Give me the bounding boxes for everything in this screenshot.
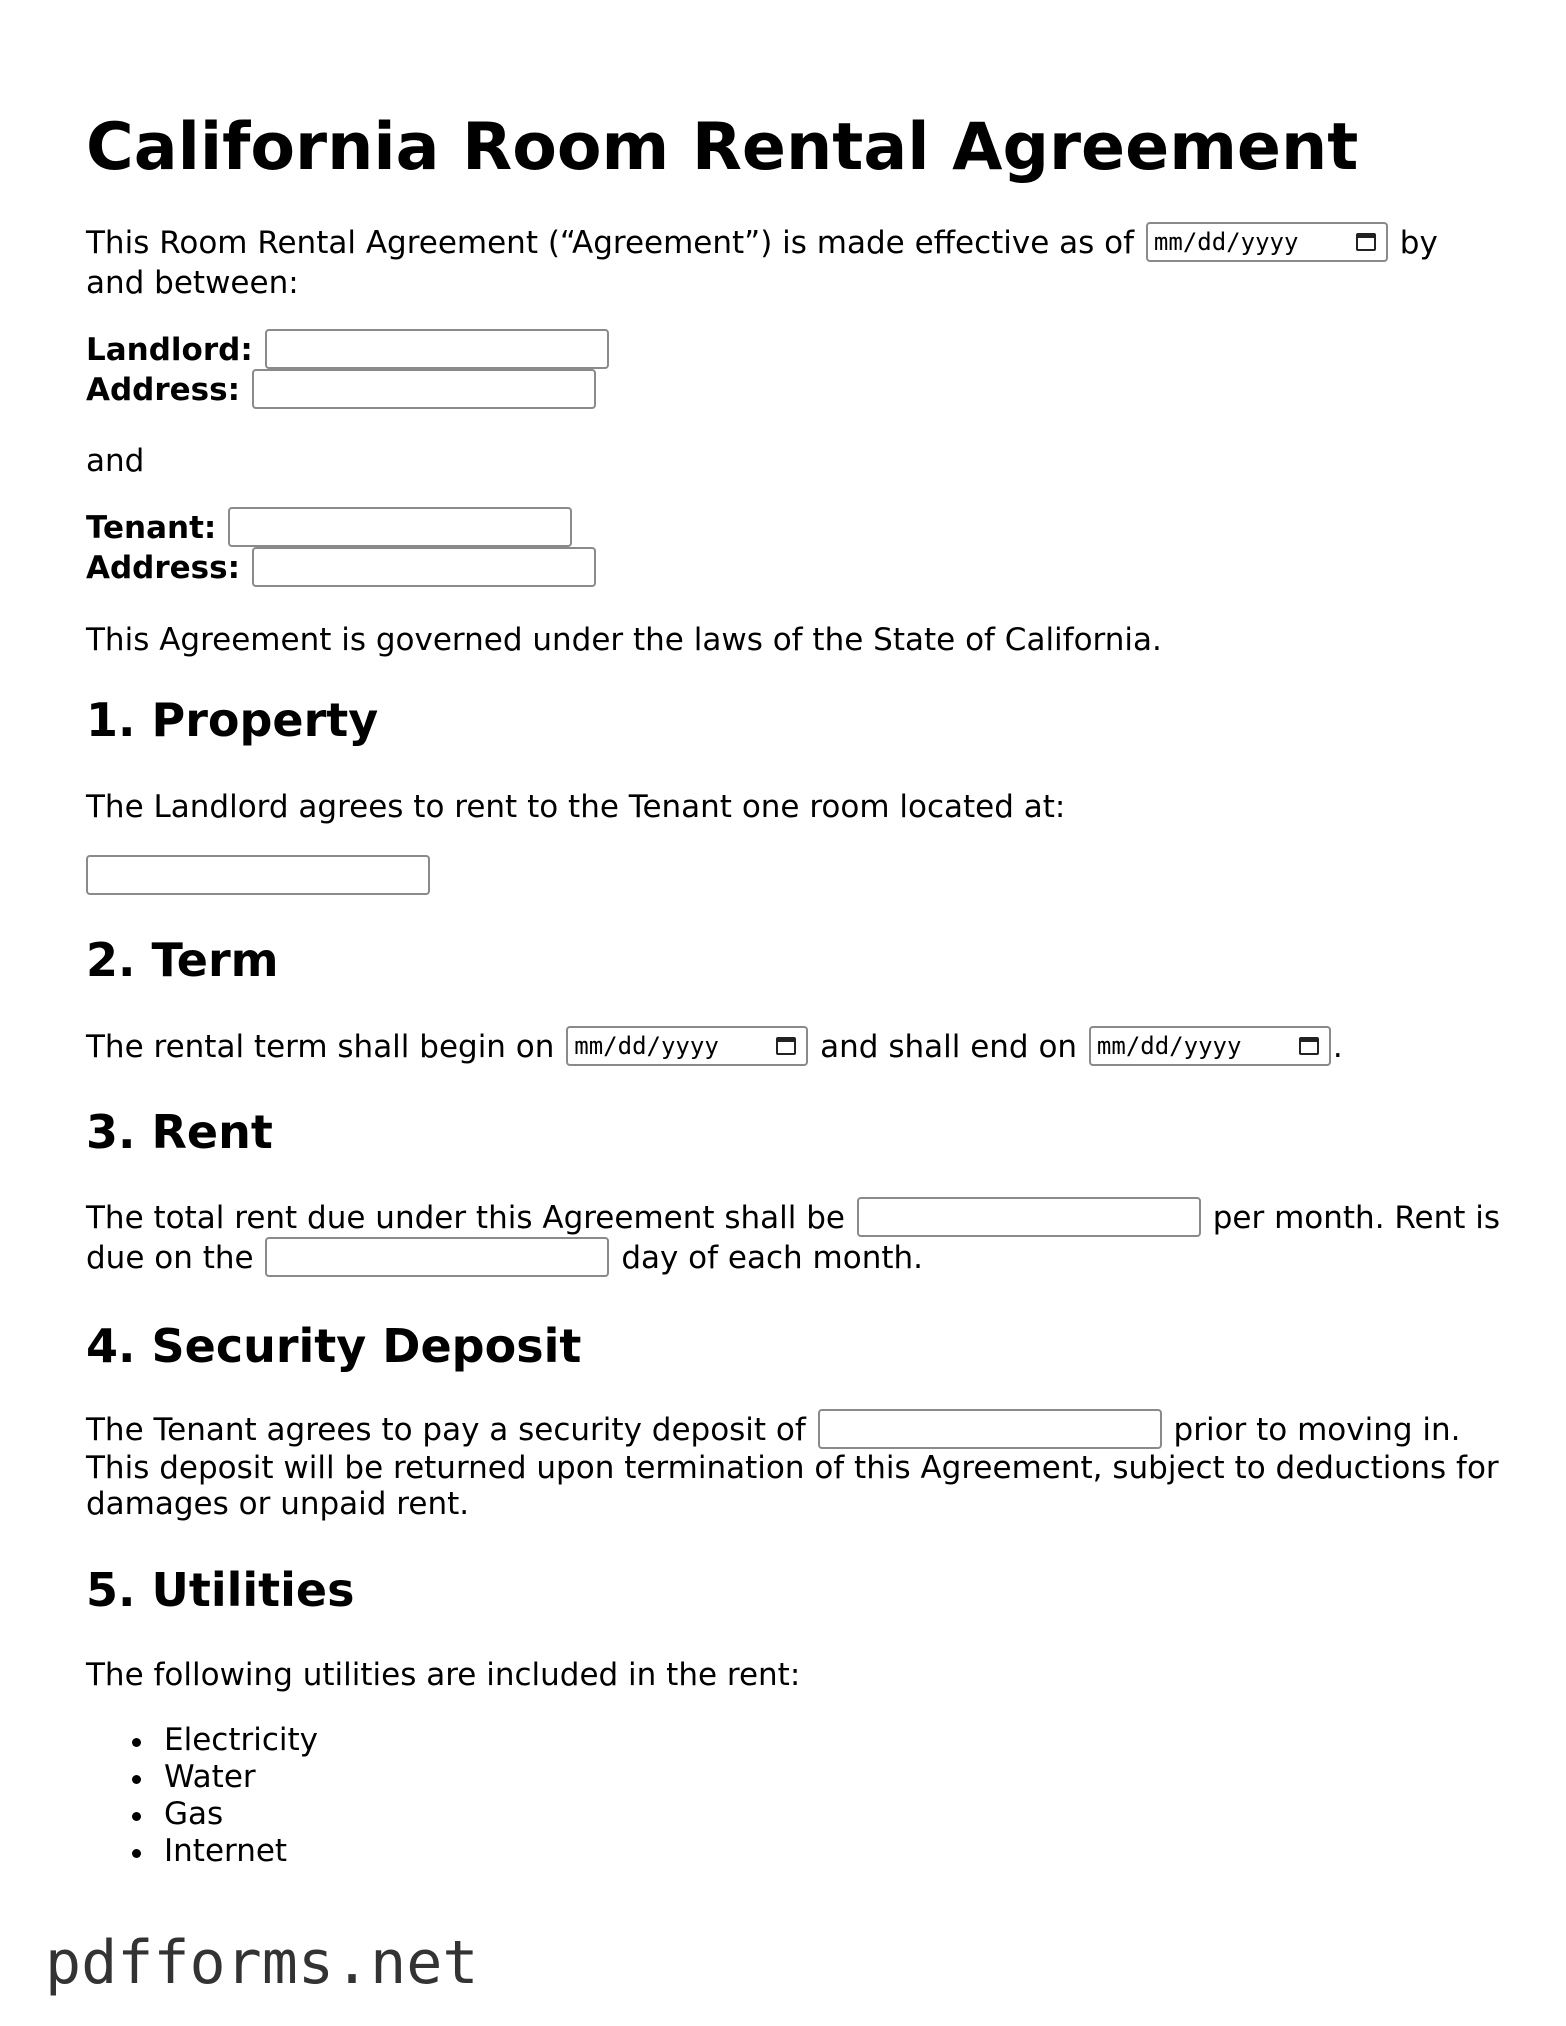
intro-text: This Room Rental Agreement (“Agreement”) is made effective as of	[86, 225, 1135, 261]
calendar-icon[interactable]	[1356, 233, 1376, 251]
section-utilities-heading: 5. Utilities	[86, 1563, 355, 1617]
property-location-input[interactable]	[86, 855, 430, 895]
and-text: and	[86, 443, 145, 479]
deposit-paragraph: The Tenant agrees to pay a security deposit of prior to moving in. This deposit will be returned upon termination of this Agreement, subject to deductions for damages or unpaid rent.	[86, 1410, 1496, 1522]
section-rent-heading: 3. Rent	[86, 1105, 273, 1159]
term-end-date-input[interactable]: mm/dd/yyyy	[1089, 1026, 1331, 1066]
landlord-name-input[interactable]	[265, 329, 609, 369]
watermark-logo: pdfforms.net	[45, 1928, 479, 1998]
rent-paragraph: The total rent due under this Agreement shall be per month. Rent is due on the day of each month.	[86, 1198, 1496, 1278]
effective-date-input[interactable]: mm/dd/yyyy	[1146, 222, 1388, 262]
page-title: California Room Rental Agreement	[86, 110, 1359, 185]
property-location-row	[86, 856, 1496, 896]
utilities-list	[86, 1722, 318, 1870]
list-item: Water	[86, 1759, 318, 1796]
section-term-heading: 2. Term	[86, 933, 279, 987]
rent-due-day-input[interactable]	[265, 1237, 609, 1277]
tenant-label: Tenant:	[86, 510, 217, 546]
rent-amount-input[interactable]	[857, 1197, 1201, 1237]
intro-paragraph: This Room Rental Agreement (“Agreement”) is made effective as of mm/dd/yyyy by and between:	[86, 223, 1496, 303]
landlord-address-label: Address:	[86, 372, 240, 408]
tenant-address-label: Address:	[86, 550, 240, 586]
term-paragraph: The rental term shall begin on mm/dd/yyyy and shall end on mm/dd/yyyy .	[86, 1027, 1496, 1067]
calendar-icon[interactable]	[776, 1037, 796, 1055]
utilities-text: The following utilities are included in the rent:	[86, 1657, 801, 1693]
section-deposit-heading: 4. Security Deposit	[86, 1319, 582, 1373]
tenant-address-input[interactable]	[252, 547, 596, 587]
property-text: The Landlord agrees to rent to the Tenant one room located at:	[86, 789, 1066, 825]
landlord-label: Landlord:	[86, 332, 253, 368]
calendar-icon[interactable]	[1299, 1037, 1319, 1055]
list-item: Electricity	[86, 1722, 318, 1759]
term-start-date-input[interactable]: mm/dd/yyyy	[566, 1026, 808, 1066]
deposit-amount-input[interactable]	[818, 1409, 1162, 1449]
tenant-name-input[interactable]	[228, 507, 572, 547]
landlord-block	[86, 330, 1496, 410]
landlord-address-input[interactable]	[252, 369, 596, 409]
governing-law-text: This Agreement is governed under the laws of the State of California.	[86, 622, 1162, 658]
list-item: Gas	[86, 1796, 318, 1833]
list-item: Internet	[86, 1833, 318, 1870]
section-property-heading: 1. Property	[86, 693, 379, 747]
tenant-block	[86, 508, 1496, 588]
